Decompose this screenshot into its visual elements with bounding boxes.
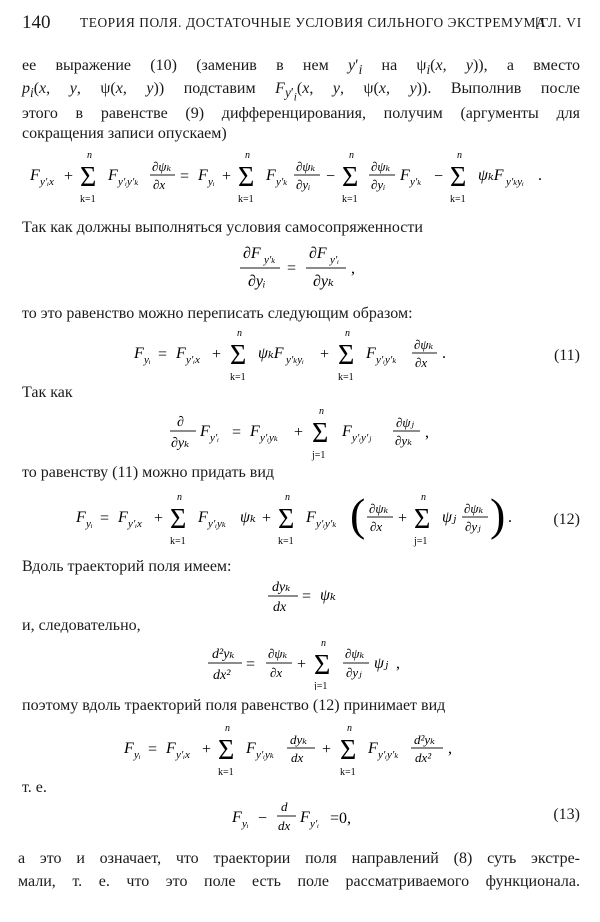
equation-e: [0, 630, 600, 690]
svg-text:∂ψⱼ: ∂ψⱼ: [396, 415, 414, 430]
text-line: т. е.: [22, 779, 47, 796]
running-title: ТЕОРИЯ ПОЛЯ. ДОСТАТОЧНЫЕ УСЛОВИЯ СИЛЬНОГО ЭКСТРЕМУМА: [80, 15, 547, 30]
svg-text:y′ᵢyₖ: y′ᵢyₖ: [260, 432, 278, 444]
svg-text:F: F: [198, 509, 208, 526]
text-segment: $p_i(x$, y, ψ(x, y)) подставим $F_{y'_i}(x$, y, ψ(x, y)). Выполнив после: [22, 80, 581, 104]
paragraph-line: сокращения записи опускаем): [22, 125, 227, 142]
text-line: то это равенство можно переписать следующим образом:: [22, 305, 413, 322]
equation-number: (11): [553, 347, 580, 364]
svg-text:=: =: [302, 588, 312, 605]
svg-text:∂x: ∂x: [270, 665, 283, 680]
equation-number: (12): [553, 511, 580, 528]
equation-f: [0, 717, 600, 779]
svg-text:+: +: [64, 168, 74, 185]
svg-text:=: =: [158, 346, 168, 363]
svg-text:F: F: [124, 740, 134, 757]
svg-text:n: n: [319, 406, 324, 417]
svg-text:d²yₖ: d²yₖ: [212, 647, 235, 662]
svg-text:=: =: [232, 424, 242, 441]
svg-text:F: F: [246, 740, 256, 757]
svg-text:y′ᵢy′ⱼ: y′ᵢy′ⱼ: [352, 432, 372, 444]
equation-b: [0, 236, 600, 294]
svg-text:y′ᵢ: y′ᵢ: [310, 818, 320, 830]
svg-text:F: F: [266, 167, 276, 184]
svg-text:y′ᵢy′ₖ: y′ᵢy′ₖ: [316, 518, 337, 530]
equation-11: [0, 322, 600, 384]
svg-text:y′ₖ: y′ₖ: [410, 176, 422, 188]
svg-text:,: ,: [396, 655, 400, 672]
svg-text:∂ψₖ: ∂ψₖ: [371, 159, 391, 174]
svg-text:n: n: [421, 492, 426, 503]
svg-text:F: F: [166, 740, 176, 757]
svg-text:∂ψₖ: ∂ψₖ: [268, 646, 288, 661]
svg-text:F: F: [368, 740, 378, 757]
svg-text:y′ₖyᵢ: y′ₖyᵢ: [506, 176, 524, 188]
svg-text:F: F: [108, 167, 118, 184]
svg-text:Σ: Σ: [80, 162, 97, 193]
svg-text:∂F: ∂F: [243, 245, 261, 262]
svg-text:F: F: [118, 509, 128, 526]
text-line: Так как должны выполняться условия самосопряженности: [22, 219, 423, 236]
svg-text:k=1: k=1: [218, 767, 234, 778]
svg-text:j=1: j=1: [312, 450, 326, 461]
svg-text:.: .: [508, 509, 512, 526]
svg-text:F: F: [30, 167, 40, 184]
svg-text:−: −: [326, 168, 336, 185]
svg-text:∂x: ∂x: [153, 177, 166, 192]
svg-text:n: n: [349, 150, 354, 161]
equation-number: (13): [553, 806, 580, 823]
equation-a: [0, 144, 600, 206]
svg-text:F: F: [134, 345, 144, 362]
svg-text:+: +: [297, 656, 307, 673]
chapter-label: [ГЛ. VI: [535, 15, 582, 30]
svg-text:F: F: [232, 809, 242, 826]
svg-text:Σ: Σ: [338, 340, 355, 371]
svg-text:Σ: Σ: [218, 735, 235, 766]
svg-text:+: +: [212, 346, 222, 363]
svg-text:d²yₖ: d²yₖ: [414, 732, 435, 747]
svg-text:y′ᵢyₖ: y′ᵢyₖ: [256, 749, 274, 761]
paragraph-line: а это и означает, что траектории поля направлений (8) суть экстре-: [18, 850, 580, 867]
svg-text:dx²: dx²: [415, 750, 432, 765]
svg-text:=: =: [287, 260, 297, 277]
svg-text:n: n: [321, 638, 326, 649]
svg-text:=: =: [180, 168, 190, 185]
equation-d: [0, 574, 600, 618]
svg-text:n: n: [345, 328, 350, 339]
svg-text:n: n: [237, 328, 242, 339]
svg-text:,: ,: [425, 424, 429, 441]
svg-text:∂yⱼ: ∂yⱼ: [346, 665, 362, 680]
svg-text:∂yᵢ: ∂yᵢ: [371, 177, 386, 192]
svg-text:ψₖ: ψₖ: [240, 509, 256, 526]
svg-text:.: .: [538, 167, 542, 184]
svg-text:dyₖ: dyₖ: [272, 580, 291, 595]
svg-text:y′ᵢ: y′ᵢ: [330, 254, 340, 266]
page-number: 140: [22, 12, 51, 33]
svg-text:n: n: [225, 723, 230, 734]
svg-text:+: +: [398, 510, 408, 527]
svg-text:): ): [490, 489, 506, 540]
svg-text:y′ₖ: y′ₖ: [276, 176, 288, 188]
svg-text:y′ₖ: y′ₖ: [264, 254, 276, 266]
text-segment: ее выражение (10) (заменив в нем $y'_i$ на $\psi_i(x$, y)), а вместо: [22, 57, 581, 78]
svg-text:Σ: Σ: [314, 650, 331, 681]
svg-text:∂ψₖ: ∂ψₖ: [152, 159, 172, 174]
svg-text:y′ᵢx: y′ᵢx: [186, 354, 200, 366]
page-header: [22, 12, 582, 38]
svg-text:y′ᵢ: y′ᵢ: [210, 432, 220, 444]
svg-text:Σ: Σ: [238, 162, 255, 193]
equation-c: [0, 400, 600, 462]
svg-text:−: −: [434, 168, 444, 185]
svg-text:y′ᵢy′ₖ: y′ᵢy′ₖ: [378, 749, 399, 761]
svg-text:∂ψₖ: ∂ψₖ: [414, 337, 434, 352]
svg-text:Σ: Σ: [450, 162, 467, 193]
svg-text:dx²: dx²: [213, 668, 231, 683]
svg-text:dx: dx: [273, 600, 287, 615]
svg-text:∂x: ∂x: [415, 355, 428, 370]
svg-text:∂yₖ: ∂yₖ: [171, 436, 190, 451]
svg-text:n: n: [285, 492, 290, 503]
svg-text:∂yᵢ: ∂yᵢ: [296, 177, 311, 192]
svg-text:Σ: Σ: [312, 418, 329, 449]
svg-text:F: F: [176, 345, 186, 362]
svg-text:F: F: [198, 167, 208, 184]
svg-text:∂x: ∂x: [370, 519, 383, 534]
svg-text:=: =: [246, 656, 256, 673]
equation-12: [0, 484, 600, 552]
svg-text:ψₖF: ψₖF: [478, 167, 504, 184]
svg-text:n: n: [245, 150, 250, 161]
svg-text:F: F: [250, 423, 260, 440]
svg-text:j=1: j=1: [414, 536, 428, 547]
svg-text:F: F: [342, 423, 352, 440]
svg-text:F: F: [300, 809, 310, 826]
svg-text:+: +: [222, 168, 232, 185]
svg-text:∂ψₖ: ∂ψₖ: [464, 501, 484, 516]
svg-text:y′ᵢyₖ: y′ᵢyₖ: [208, 518, 226, 530]
svg-text:∂: ∂: [177, 415, 184, 430]
svg-text:k=1: k=1: [170, 536, 186, 547]
text-line: Вдоль траекторий поля имеем:: [22, 558, 232, 575]
svg-text:y′ₖyᵢ: y′ₖyᵢ: [286, 354, 304, 366]
svg-text:+: +: [154, 510, 164, 527]
svg-text:∂ψₖ: ∂ψₖ: [369, 501, 389, 516]
svg-text:∂F: ∂F: [309, 245, 327, 262]
svg-text:F: F: [200, 423, 210, 440]
paragraph-line: мали, т. е. что это поле есть поле рассматриваемого функционала.: [18, 873, 580, 890]
svg-text:+: +: [202, 741, 212, 758]
svg-text:yᵢ: yᵢ: [144, 354, 151, 366]
svg-text:+: +: [320, 346, 330, 363]
svg-text:∂yⱼ: ∂yⱼ: [465, 519, 481, 534]
svg-text:yᵢ: yᵢ: [208, 176, 215, 188]
text-line: Так как: [22, 384, 73, 401]
svg-text:,: ,: [448, 740, 452, 757]
paragraph-line: этого в равенстве (9) дифференцирования, получим (аргументы для: [22, 105, 580, 122]
svg-text:y′ᵢx: y′ᵢx: [176, 749, 190, 761]
svg-text:ψₖF: ψₖF: [258, 345, 284, 362]
svg-text:k=1: k=1: [80, 194, 96, 205]
svg-text:yᵢ: yᵢ: [86, 518, 93, 530]
svg-text:+: +: [322, 741, 332, 758]
svg-text:j=1: j=1: [314, 681, 328, 690]
svg-text:,: ,: [351, 260, 355, 277]
svg-text:y′ᵢx: y′ᵢx: [128, 518, 142, 530]
text-line: поэтому вдоль траекторий поля равенство (12) принимает вид: [22, 697, 446, 714]
svg-text:∂ψₖ: ∂ψₖ: [345, 646, 365, 661]
svg-text:−: −: [258, 810, 268, 827]
svg-text:n: n: [177, 492, 182, 503]
svg-text:.: .: [442, 345, 446, 362]
svg-text:k=1: k=1: [450, 194, 466, 205]
svg-text:=: =: [100, 510, 110, 527]
svg-text:yᵢ: yᵢ: [242, 818, 249, 830]
svg-text:k=1: k=1: [238, 194, 254, 205]
svg-text:F: F: [306, 509, 316, 526]
svg-text:Σ: Σ: [342, 162, 359, 193]
svg-text:+: +: [294, 424, 304, 441]
svg-text:y′ᵢy′ₖ: y′ᵢy′ₖ: [118, 176, 139, 188]
svg-text:k=1: k=1: [340, 767, 356, 778]
svg-text:Σ: Σ: [414, 504, 431, 535]
svg-text:=0,: =0,: [330, 810, 352, 827]
svg-text:n: n: [457, 150, 462, 161]
svg-text:Σ: Σ: [170, 504, 187, 535]
svg-text:∂yₖ: ∂yₖ: [395, 433, 412, 448]
svg-text:ψₖ: ψₖ: [320, 587, 336, 604]
svg-text:k=1: k=1: [342, 194, 358, 205]
svg-text:yᵢ: yᵢ: [134, 749, 141, 761]
svg-text:+: +: [262, 510, 272, 527]
svg-text:ψⱼ: ψⱼ: [442, 509, 457, 526]
equation-13: [0, 794, 600, 842]
svg-text:n: n: [87, 150, 92, 161]
svg-text:dyₖ: dyₖ: [290, 732, 308, 747]
svg-text:dx: dx: [278, 818, 291, 833]
svg-text:F: F: [400, 167, 410, 184]
svg-text:F: F: [366, 345, 376, 362]
svg-text:Σ: Σ: [230, 340, 247, 371]
svg-text:(: (: [350, 489, 366, 540]
svg-text:y′ᵢy′ₖ: y′ᵢy′ₖ: [376, 354, 397, 366]
svg-text:k=1: k=1: [338, 372, 354, 383]
svg-text:∂yₖ: ∂yₖ: [313, 273, 334, 290]
svg-text:dx: dx: [291, 750, 304, 765]
svg-text:k=1: k=1: [278, 536, 294, 547]
paragraph-line: [22, 56, 580, 80]
text-line: то равенству (11) можно придать вид: [22, 464, 275, 481]
svg-text:Σ: Σ: [278, 504, 295, 535]
svg-text:n: n: [347, 723, 352, 734]
svg-text:Σ: Σ: [340, 735, 357, 766]
svg-text:∂yᵢ: ∂yᵢ: [248, 273, 266, 290]
svg-text:F: F: [76, 509, 86, 526]
svg-text:y′ᵢx: y′ᵢx: [40, 176, 54, 188]
svg-text:d: d: [281, 799, 288, 814]
svg-text:=: =: [148, 741, 158, 758]
svg-text:ψⱼ: ψⱼ: [374, 655, 389, 672]
svg-text:k=1: k=1: [230, 372, 246, 383]
svg-text:∂ψₖ: ∂ψₖ: [296, 159, 316, 174]
text-line: и, следовательно,: [22, 617, 141, 634]
